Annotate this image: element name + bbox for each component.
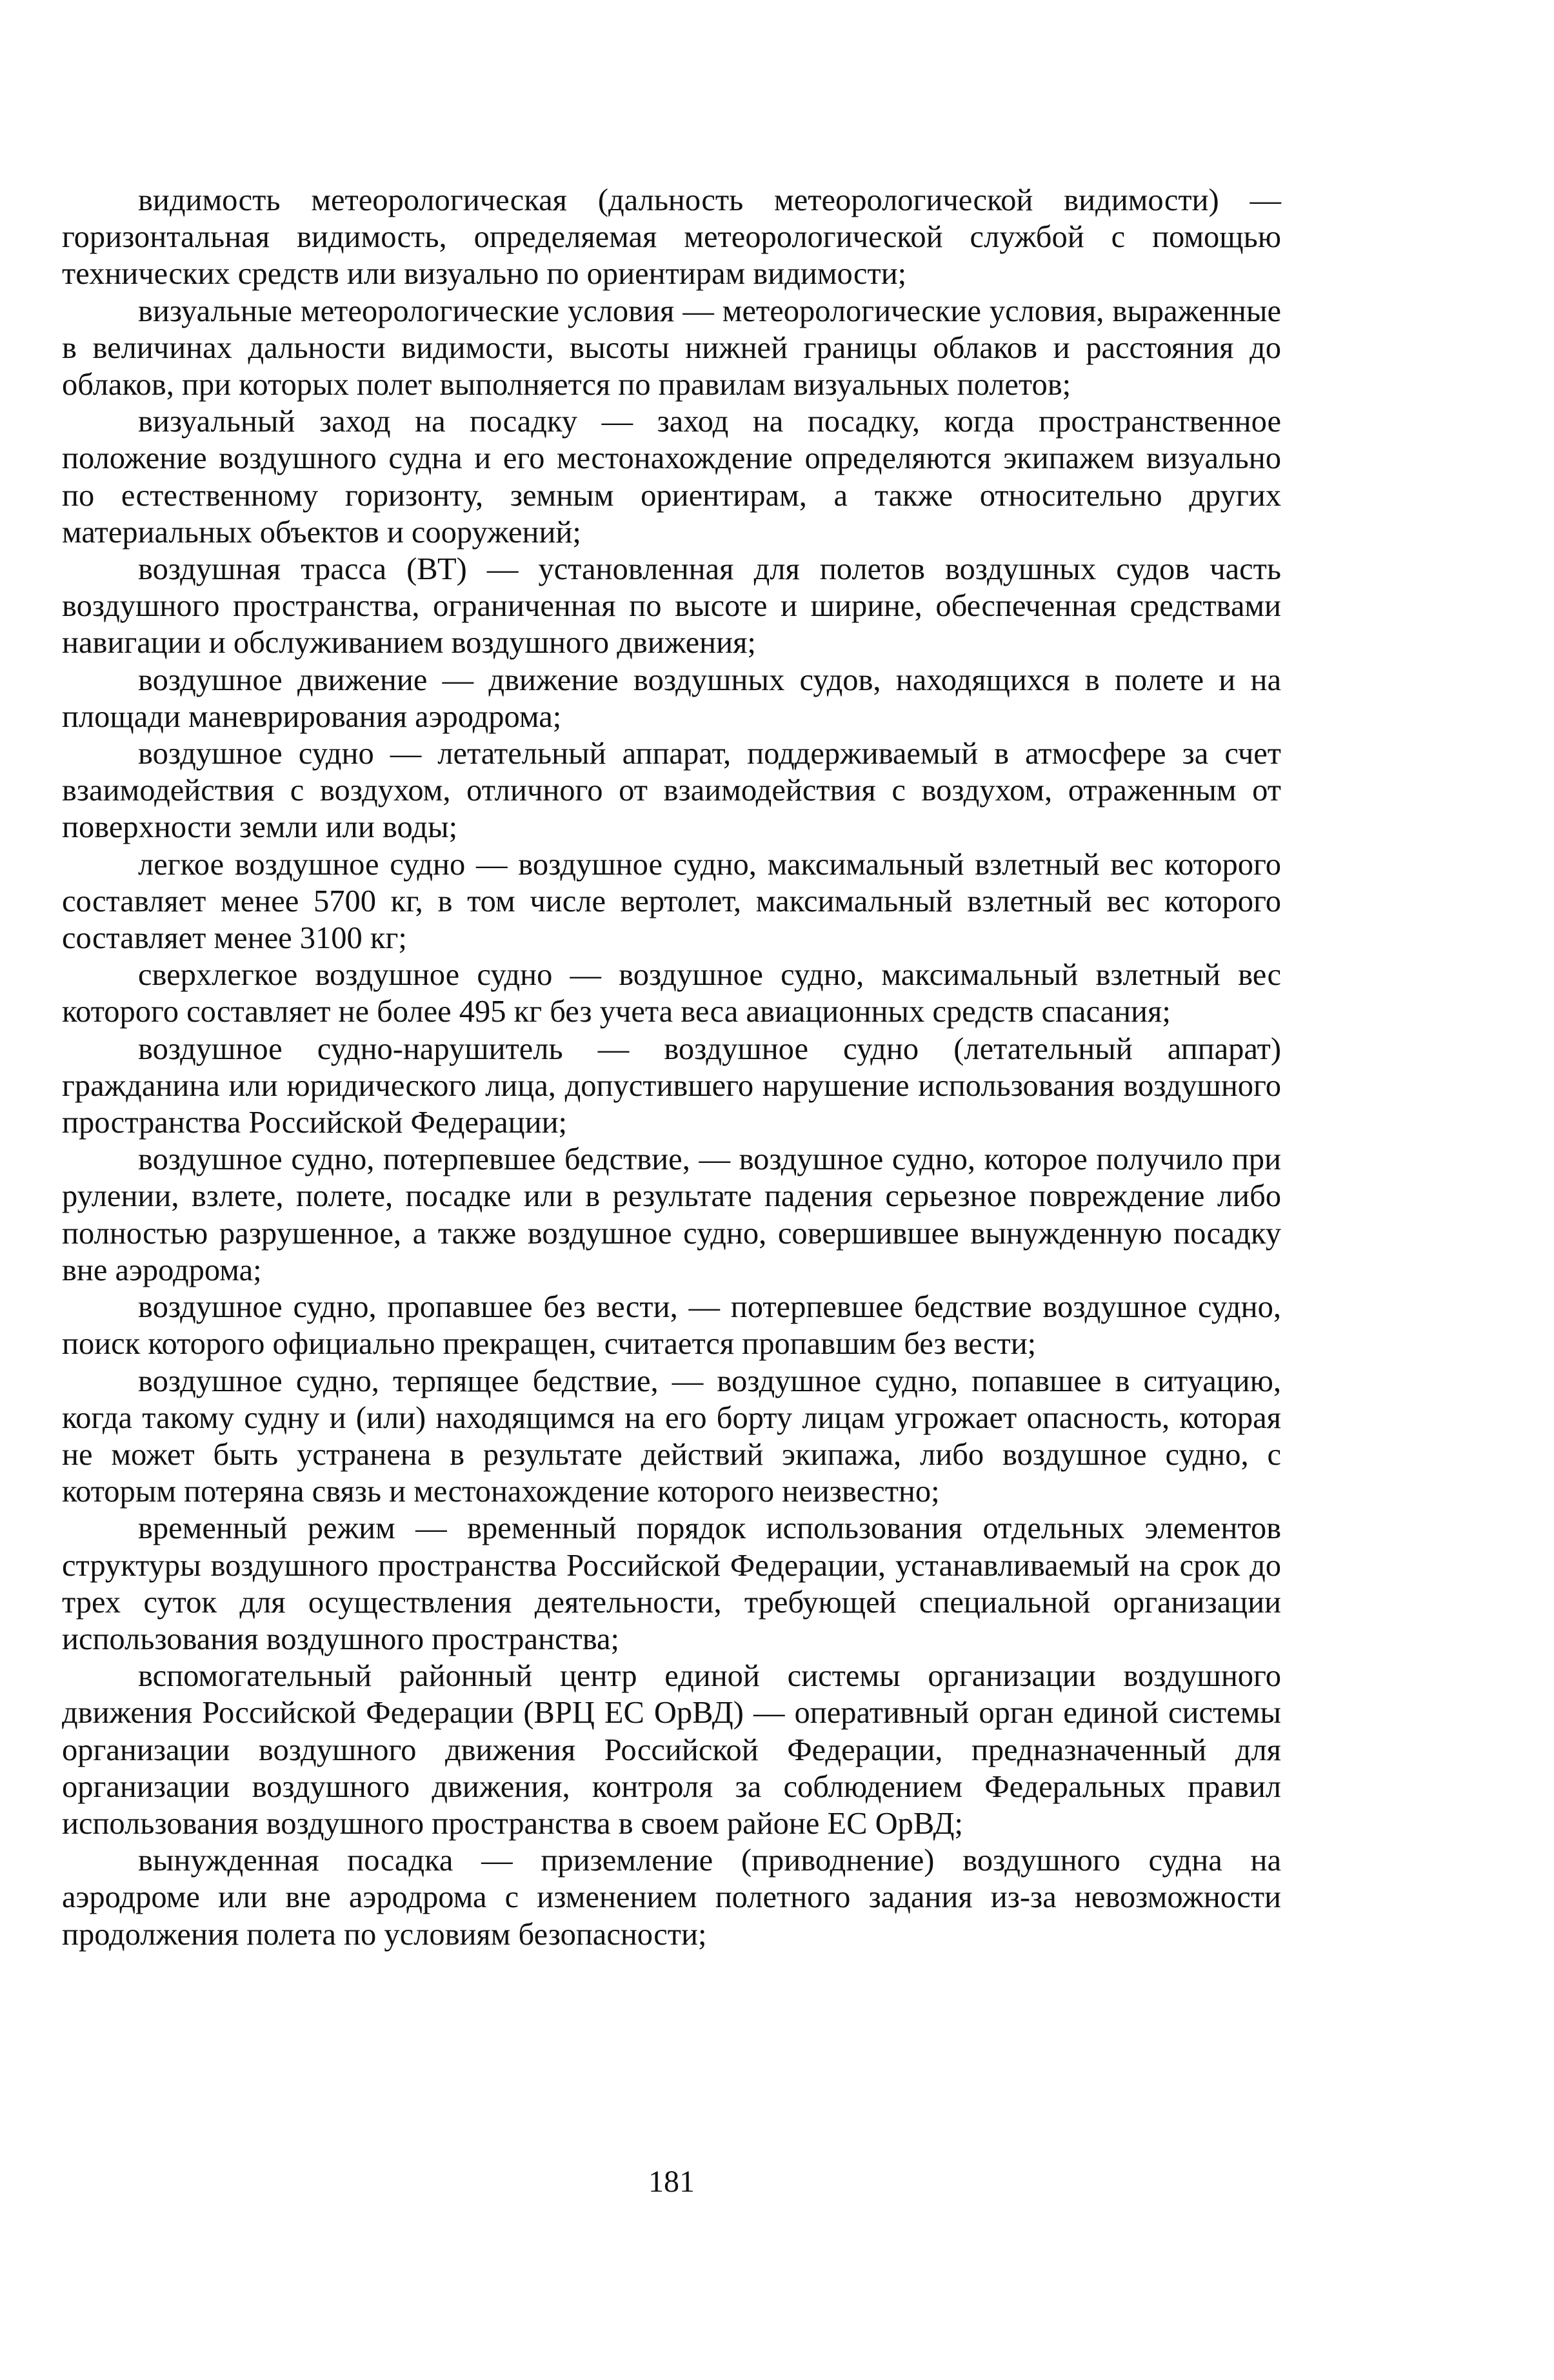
definition-paragraph: визуальный заход на посадку — заход на посадку, когда пространственное положение воздушного судна и его местонахождение определяются экипажем визуально по естественному горизонту, земным ориентирам, а также относительно других материальных объектов и сооружений; — [62, 404, 1281, 550]
definition-paragraph: вынужденная посадка — приземление (приводнение) воздушного судна на аэродроме или вне аэродрома с изменением полетного задания из-за невозможности продолжения полета по условиям безопасности; — [62, 1843, 1281, 1952]
definition-paragraph: вспомогательный районный центр единой системы организации воздушного движения Российской Федерации (ВРЦ ЕС ОрВД) — оперативный орган единой системы организации воздушного движения Российской Федерации, предназначенный для организации воздушного движения, контроля за соблюдением Федеральных правил использования воздушного пространства в своем районе ЕС ОрВД; — [62, 1659, 1281, 1841]
definition-paragraph: временный режим — временный порядок использования отдельных элементов структуры воздушного пространства Российской Федерации, устанавливаемый на срок до трех суток для осуществления деятельности, требующей специальной организации использования воздушного пространства; — [62, 1511, 1281, 1656]
definition-paragraph: видимость метеорологическая (дальность метеорологической видимости) — горизонтальная видимость, определяемая метеорологической службой с помощью технических средств или визуально по ориентирам видимости; — [62, 183, 1281, 292]
definition-paragraph: воздушное судно, терпящее бедствие, — воздушное судно, попавшее в ситуацию, когда такому судну и (или) находящимся на его борту лицам угрожает опасность, которая не может быть устранена в результате действий экипажа, либо воздушное судно, с которым потеряна связь и местонахождение которого неизвестно; — [62, 1364, 1281, 1509]
definition-paragraph: воздушное судно-нарушитель — воздушное судно (летательный аппарат) гражданина или юридического лица, допустившего нарушение использования воздушного пространства Российской Федерации; — [62, 1031, 1281, 1140]
definition-paragraph: воздушное судно, пропавшее без вести, — потерпевшее бедствие воздушное судно, поиск которого официально прекращен, считается пропавшим без вести; — [62, 1290, 1281, 1362]
definition-paragraph: воздушное судно, потерпевшее бедствие, — воздушное судно, которое получило при рулении, взлете, полете, посадке или в результате падения серьезное повреждение либо полностью разрушенное, а также воздушное судно, совершившее вынужденную посадку вне аэродрома; — [62, 1142, 1281, 1287]
page-number: 181 — [648, 2165, 695, 2199]
definition-paragraph: легкое воздушное судно — воздушное судно, максимальный взлетный вес которого составляет менее 5700 кг, в том числе вертолет, максимальный взлетный вес которого составляет менее 3100 кг; — [62, 847, 1281, 956]
document-body — [62, 182, 1281, 1953]
definition-paragraph: воздушное судно — летательный аппарат, поддерживаемый в атмосфере за счет взаимодействия с воздухом, отличного от взаимодействия с воздухом, отраженным от поверхности земли или воды; — [62, 737, 1281, 845]
definition-paragraph: сверхлегкое воздушное судно — воздушное судно, максимальный взлетный вес которого составляет не более 495 кг без учета веса авиационных средств спасания; — [62, 958, 1281, 1029]
definition-paragraph: воздушное движение — движение воздушных судов, находящихся в полете и на площади маневрирования аэродрома; — [62, 662, 1281, 734]
definition-paragraph: воздушная трасса (ВТ) — установленная для полетов воздушных судов часть воздушного пространства, ограниченная по высоте и ширине, обеспеченная средствами навигации и обслуживанием воздушного движения; — [62, 552, 1281, 660]
definition-paragraph: визуальные метеорологические условия — метеорологические условия, выраженные в величинах дальности видимости, высоты нижней границы облаков и расстояния до облаков, при которых полет выполняется по правилам визуальных полетов; — [62, 293, 1281, 402]
